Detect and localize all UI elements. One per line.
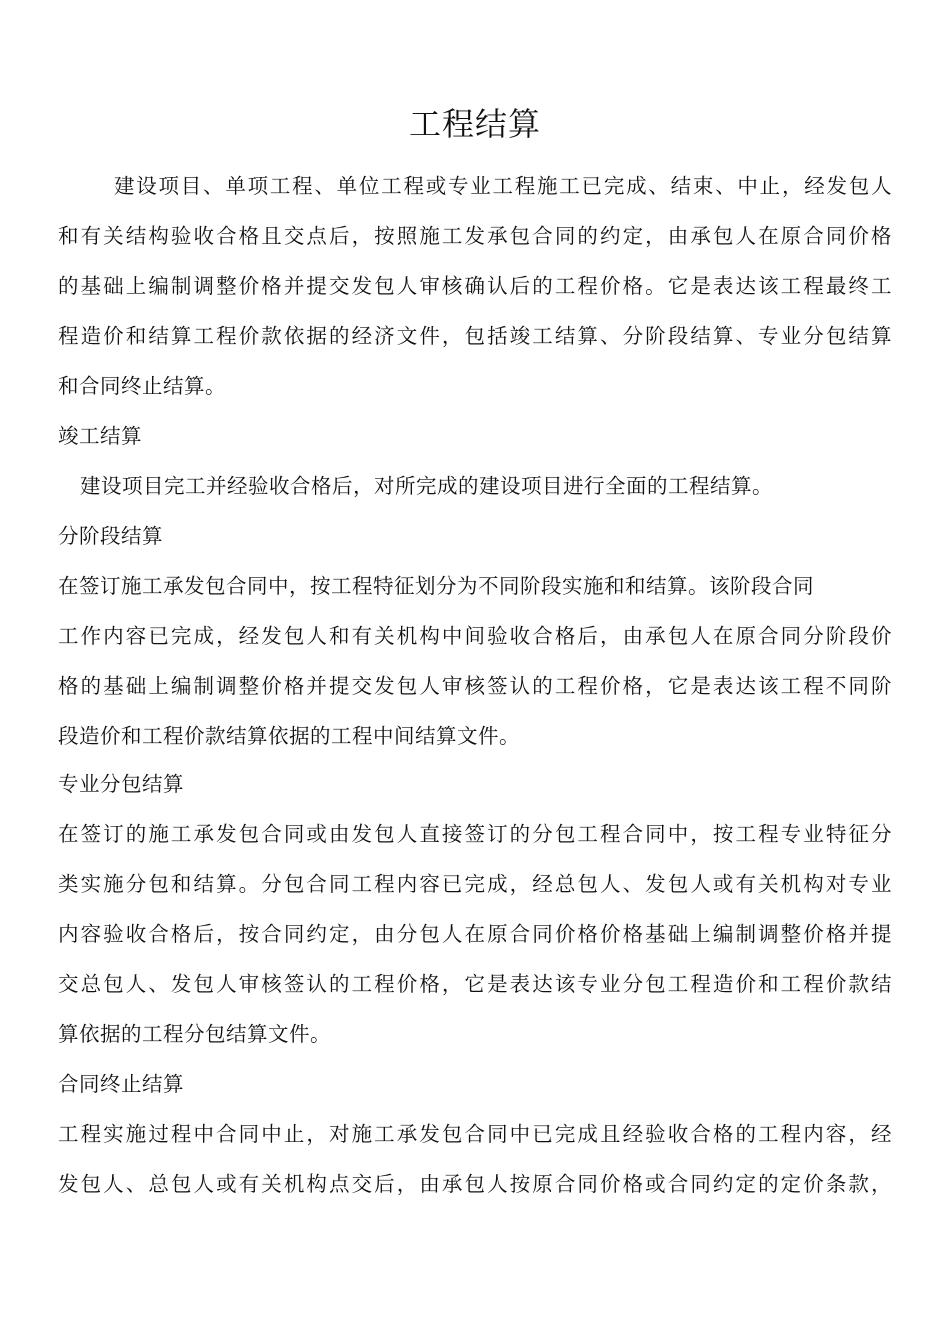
paragraph-line: 发包人、总包人或有关机构点交后，由承包人按原合同价格或合同约定的定价条款，: [58, 1172, 892, 1196]
paragraph-line: 程造价和结算工程价款依据的经济文件，包括竣工结算、分阶段结算、专业分包结算: [58, 324, 892, 348]
paragraph-line: 内容验收合格后，按合同约定，由分包人在原合同价格价格基础上编制调整价格并提: [58, 922, 892, 946]
paragraph-line: 建设项目完工并经验收合格后，对所完成的建设项目进行全面的工程结算。: [80, 474, 773, 498]
paragraph-line: 工作内容已完成，经发包人和有关机构中间验收合格后，由承包人在原合同分阶段价: [58, 624, 892, 648]
section-heading: 分阶段结算: [58, 524, 163, 548]
paragraph-line: 在签订的施工承发包合同或由发包人直接签订的分包工程合同中，按工程专业特征分: [58, 822, 892, 846]
paragraph-line: 和有关结构验收合格且交点后，按照施工发承包合同的约定，由承包人在原合同价格: [58, 224, 892, 248]
paragraph-line: 和合同终止结算。: [58, 374, 226, 398]
paragraph-line: 交总包人、发包人审核签认的工程价格，它是表达该专业分包工程造价和工程价款结: [58, 972, 892, 996]
paragraph-line: 算依据的工程分包结算文件。: [58, 1022, 331, 1046]
paragraph-line: 类实施分包和结算。分包合同工程内容已完成，经总包人、发包人或有关机构对专业: [58, 872, 892, 896]
document-title: 工程结算: [408, 105, 541, 143]
paragraph-line: 格的基础上编制调整价格并提交发包人审核签认的工程价格，它是表达该工程不同阶: [58, 674, 892, 698]
paragraph-line: 工程实施过程中合同中止，对施工承发包合同中已完成且经验收合格的工程内容，经: [58, 1122, 892, 1146]
paragraph-line: 段造价和工程价款结算依据的工程中间结算文件。: [58, 724, 520, 748]
paragraph-line: 在签订施工承发包合同中，按工程特征划分为不同阶段实施和和结算。该阶段合同: [58, 574, 814, 598]
paragraph-line: 建设项目、单项工程、单位工程或专业工程施工已完成、结束、中止，经发包人: [114, 174, 892, 198]
section-heading: 专业分包结算: [58, 772, 184, 796]
section-heading: 合同终止结算: [58, 1072, 184, 1096]
paragraph-line: 的基础上编制调整价格并提交发包人审核确认后的工程价格。它是表达该工程最终工: [58, 274, 892, 298]
section-heading: 竣工结算: [58, 424, 142, 448]
